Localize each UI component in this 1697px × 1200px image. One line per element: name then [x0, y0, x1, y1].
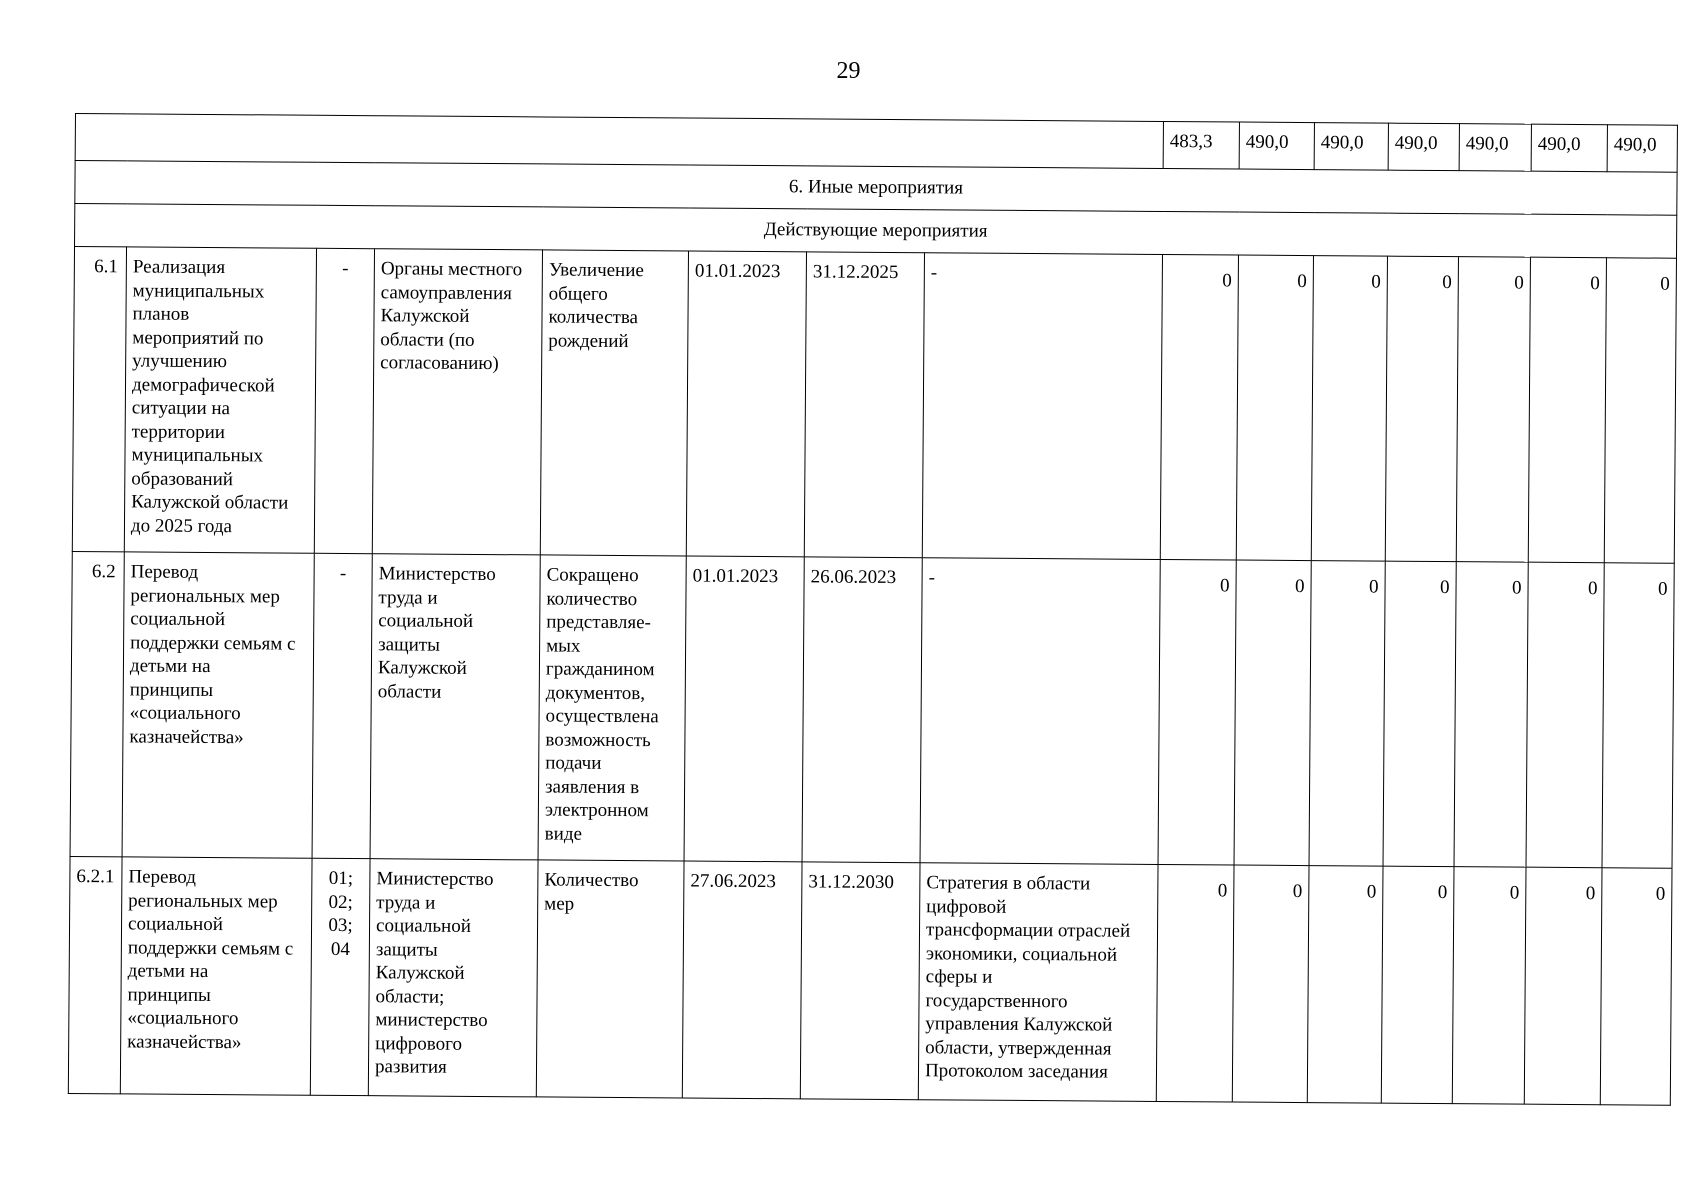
funding-value: 0 [1452, 867, 1526, 1105]
row-number: 6.2.1 [68, 856, 122, 1093]
indicator-code: 01; 02; 03; 04 [310, 858, 370, 1095]
funding-value: 0 [1307, 866, 1383, 1104]
table-row [72, 247, 1676, 564]
executor: Министерство труда и социальной защиты Калужской области [370, 554, 540, 860]
start-date: 01.01.2023 [684, 556, 804, 862]
funding-total-value: 490,0 [1459, 124, 1531, 172]
start-date: 01.01.2023 [686, 251, 806, 557]
funding-value: 0 [1600, 868, 1672, 1106]
subsection-title: Действующие мероприятия [75, 204, 1677, 259]
activity-name: Перевод региональных мер социальной поддержки семьям с детьми на принципы «социального казначейства» [122, 552, 314, 858]
funding-value: 0 [1232, 865, 1309, 1103]
expected-result: Количество мер [536, 860, 684, 1098]
funding-value: 0 [1528, 257, 1606, 563]
activity-name: Перевод региональных мер социальной поддержки семьям с детьми на принципы «социального казначейства» [120, 857, 312, 1095]
funding-value: 0 [1158, 559, 1236, 865]
funding-value: 0 [1160, 254, 1238, 560]
program-activities-table [68, 113, 1678, 1106]
funding-value: 0 [1236, 255, 1313, 561]
funding-total-value: 483,3 [1163, 121, 1239, 169]
expected-result: Увеличение общего количества рождений [540, 250, 688, 556]
start-date: 27.06.2023 [682, 861, 802, 1099]
page-number: 29 [836, 58, 861, 84]
legal-document: - [920, 558, 1160, 865]
funding-value: 0 [1385, 256, 1458, 562]
end-date: 31.12.2025 [804, 252, 924, 558]
funding-value: 0 [1524, 867, 1602, 1105]
executor: Органы местного самоуправления Калужской области (по согласованию) [372, 249, 542, 555]
funding-value: 0 [1383, 561, 1456, 867]
funding-total-value: 490,0 [1607, 125, 1677, 173]
funding-value: 0 [1311, 256, 1387, 562]
funding-value: 0 [1602, 563, 1674, 869]
legal-document: Стратегия в области цифровой трансформации отраслей экономики, социальной сферы и государственного управления Калужской области, утвержденная Протоколом заседания [918, 863, 1158, 1102]
executor: Министерство труда и социальной защиты Калужской области; министерство цифрового развития [368, 859, 538, 1097]
section-title: 6. Иные мероприятия [75, 161, 1677, 216]
funding-total-value: 490,0 [1531, 124, 1607, 172]
legal-document: - [922, 253, 1162, 560]
funding-total-label-cell [75, 114, 1163, 169]
funding-value: 0 [1454, 562, 1528, 868]
indicator-code: - [314, 248, 374, 553]
funding-value: 0 [1156, 864, 1234, 1102]
row-number: 6.2 [70, 551, 124, 856]
end-date: 26.06.2023 [802, 557, 922, 863]
funding-value: 0 [1381, 866, 1454, 1104]
indicator-code: - [312, 553, 372, 858]
activity-name: Реализация муниципальных планов мероприятий по улучшению демографической ситуации на территории муниципальных образований Калужской области до 2025 года [124, 247, 316, 553]
funding-total-value: 490,0 [1314, 123, 1388, 171]
funding-total-value: 490,0 [1239, 122, 1314, 170]
table-row [68, 856, 1672, 1105]
funding-value: 0 [1526, 562, 1604, 868]
funding-value: 0 [1309, 561, 1385, 867]
funding-value: 0 [1456, 257, 1530, 563]
funding-value: 0 [1234, 560, 1311, 866]
row-number: 6.1 [72, 247, 126, 552]
funding-total-value: 490,0 [1388, 123, 1459, 171]
expected-result: Сокращено количество представляе- мых гражданином документов, осуществлена возможность подачи заявления в электронном виде [538, 555, 686, 861]
program-table-sheet [68, 113, 1677, 1106]
funding-value: 0 [1604, 258, 1676, 564]
table-row [70, 551, 1674, 868]
end-date: 31.12.2030 [800, 862, 920, 1100]
